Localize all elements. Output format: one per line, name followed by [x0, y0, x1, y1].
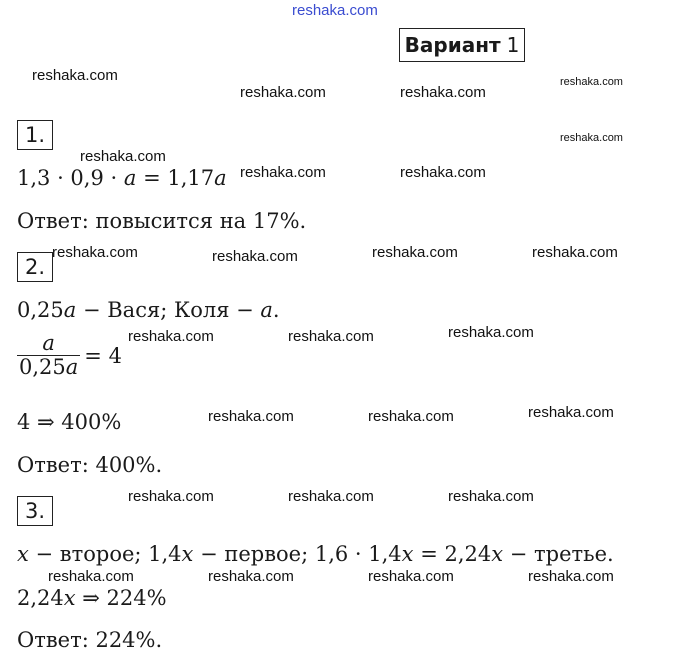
watermark: reshaka.com: [128, 328, 214, 345]
variable: x: [181, 542, 194, 566]
watermark: reshaka.com: [128, 488, 214, 505]
watermark: reshaka.com: [528, 404, 614, 421]
watermark: reshaka.com: [288, 488, 374, 505]
problem3-answer: Ответ: 224%.: [17, 628, 163, 652]
watermark-top: reshaka.com: [292, 2, 378, 19]
watermark: reshaka.com: [368, 408, 454, 425]
watermark: reshaka.com: [400, 164, 486, 181]
equation-part: − Вася; Коля −: [76, 298, 261, 322]
watermark: reshaka.com: [448, 324, 534, 341]
problem2-answer: Ответ: 400%.: [17, 453, 163, 477]
watermark: reshaka.com: [532, 244, 618, 261]
watermark: reshaka.com: [448, 488, 534, 505]
variable: x: [63, 586, 76, 610]
watermark: reshaka.com: [52, 244, 138, 261]
watermark: reshaka.com: [208, 408, 294, 425]
variant-heading: [399, 28, 525, 62]
variant-number: 1: [506, 33, 520, 57]
equation-part: 0,25: [19, 355, 66, 380]
problem-number-2: 2.: [17, 252, 53, 282]
watermark: reshaka.com: [560, 76, 623, 88]
equation-part: 0,25: [17, 298, 64, 322]
problem3-line1: [17, 542, 614, 566]
watermark: reshaka.com: [372, 244, 458, 261]
fraction-numerator: a: [42, 331, 55, 355]
watermark: reshaka.com: [240, 164, 326, 181]
variable: x: [401, 542, 414, 566]
watermark: reshaka.com: [32, 67, 118, 84]
problem2-fraction-equation: [17, 332, 122, 379]
fraction: [17, 332, 80, 379]
equation-part: .: [272, 298, 280, 322]
problem-number-1: 1.: [17, 120, 53, 150]
variable: a: [65, 355, 79, 380]
equation-part: 2,24: [17, 586, 64, 610]
variable: a: [214, 166, 227, 190]
problem3-line2: [17, 586, 167, 610]
watermark: reshaka.com: [368, 568, 454, 585]
watermark: reshaka.com: [560, 132, 623, 144]
problem1-answer: Ответ: повысится на 17%.: [17, 209, 307, 233]
watermark: reshaka.com: [80, 148, 166, 165]
watermark: reshaka.com: [528, 568, 614, 585]
watermark: reshaka.com: [240, 84, 326, 101]
variant-word: Вариант: [404, 33, 501, 57]
watermark: reshaka.com: [208, 568, 294, 585]
problem1-equation: [17, 166, 227, 190]
equation-part: ⇒ 224%: [75, 586, 167, 610]
equation-part: − второе; 1,4: [28, 542, 182, 566]
variable: x: [491, 542, 504, 566]
variable: a: [123, 166, 137, 190]
variable: a: [63, 298, 77, 322]
problem2-line1: [17, 298, 280, 322]
equation-part: = 2,24: [413, 542, 492, 566]
watermark: reshaka.com: [212, 248, 298, 265]
watermark: reshaka.com: [48, 568, 134, 585]
equation-part: 1,3 · 0,9 ·: [17, 166, 124, 190]
problem-number-3: 3.: [17, 496, 53, 526]
equation-part: = 1,17: [136, 166, 215, 190]
fraction-denominator: [17, 356, 80, 379]
watermark: reshaka.com: [400, 84, 486, 101]
equation-part: − третье.: [503, 542, 614, 566]
fraction-result: = 4: [84, 343, 122, 368]
equation-part: − первое; 1,6 · 1,4: [193, 542, 402, 566]
variable: a: [260, 298, 273, 322]
variable: x: [17, 542, 29, 566]
watermark: reshaka.com: [288, 328, 374, 345]
problem2-line3: 4 ⇒ 400%: [17, 410, 122, 434]
